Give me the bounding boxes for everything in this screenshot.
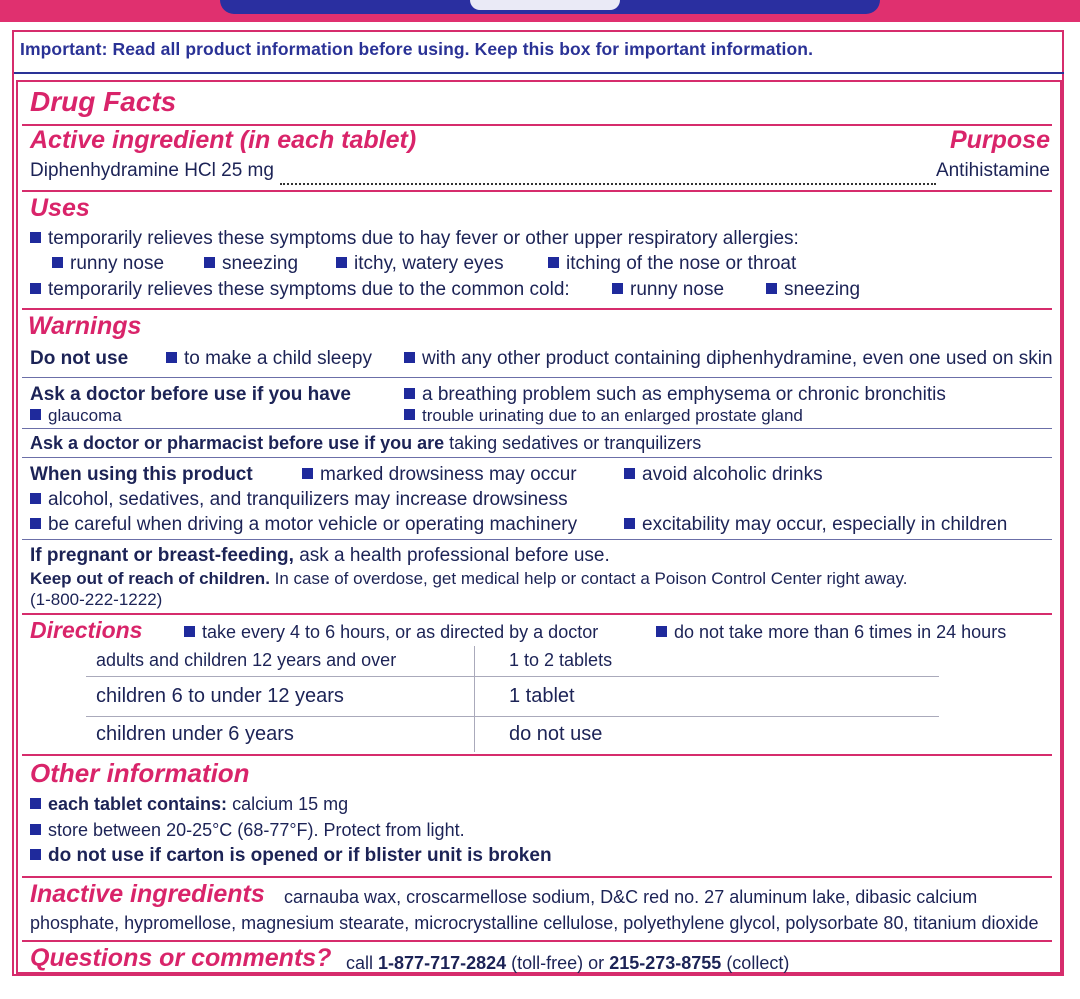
active-ingredient-heading: Active ingredient (in each tablet): [30, 126, 417, 154]
divider: [22, 190, 1052, 192]
other-info-item: store between 20-25°C (68-77°F). Protect from light.: [30, 820, 465, 841]
uses-heading: Uses: [30, 194, 90, 222]
divider: [22, 613, 1052, 615]
uses-line-1: temporarily relieves these symptoms due to hay fever or other upper respiratory allergies:: [30, 228, 799, 250]
poison-control-phone: (1-800-222-1222): [30, 590, 163, 609]
dosage-table: [86, 646, 939, 752]
dosage-amount: do not use: [475, 716, 940, 752]
warning-item: avoid alcoholic drinks: [624, 464, 823, 486]
warning-item: alcohol, sedatives, and tranquilizers may increase drowsiness: [30, 489, 568, 511]
dosage-amount: 1 tablet: [475, 676, 940, 716]
directions-item: take every 4 to 6 hours, or as directed by a doctor: [184, 622, 598, 643]
table-row: [86, 716, 939, 752]
warning-item: to make a child sleepy: [166, 348, 372, 370]
collect-number[interactable]: 215-273-8755: [609, 953, 722, 973]
purpose-heading: Purpose: [949, 126, 1050, 154]
uses-sub-item: sneezing: [766, 279, 860, 301]
divider: [22, 308, 1052, 310]
other-info-item: do not use if carton is opened or if blister unit is broken: [30, 845, 552, 867]
questions-contact: call 1-877-717-2824 (toll-free) or 215-273-8755 (collect): [346, 953, 790, 973]
inactive-ingredients-line-2: phosphate, hypromellose, magnesium stearate, microcrystalline cellulose, polyethylene glycol, polysorbate 80, titanium dioxide: [30, 913, 1039, 933]
questions-heading: Questions or comments?: [30, 944, 332, 972]
warning-item: excitability may occur, especially in children: [624, 514, 1007, 536]
divider: [22, 754, 1052, 756]
keep-out-warning: Keep out of reach of children. In case of overdose, get medical help or contact a Poison Control Center right away.: [30, 569, 908, 588]
dosage-amount: 1 to 2 tablets: [475, 646, 940, 676]
warning-item: trouble urinating due to an enlarged prostate gland: [404, 406, 803, 426]
warning-item: be careful when driving a motor vehicle or operating machinery: [30, 514, 577, 536]
drug-facts-title: Drug Facts: [30, 86, 177, 117]
warning-item: with any other product containing diphenhydramine, even one used on skin: [404, 348, 1053, 370]
directions-item: do not take more than 6 times in 24 hours: [656, 622, 1006, 643]
directions-heading: Directions: [30, 617, 143, 643]
warning-item: marked drowsiness may occur: [302, 464, 577, 486]
active-ingredient: Diphenhydramine HCl 25 mg: [30, 160, 274, 181]
divider: [22, 428, 1052, 429]
divider: [22, 377, 1052, 378]
inactive-ingredients-heading: Inactive ingredients: [30, 880, 265, 908]
uses-line-2: temporarily relieves these symptoms due to the common cold:: [30, 279, 570, 301]
warning-item: a breathing problem such as emphysema or chronic bronchitis: [404, 384, 946, 406]
uses-sub-item: runny nose: [612, 279, 724, 301]
dosage-who: adults and children 12 years and over: [86, 646, 475, 676]
other-info-heading: Other information: [30, 758, 250, 788]
dosage-who: children 6 to under 12 years: [86, 676, 475, 716]
purpose-value: Antihistamine: [935, 160, 1050, 181]
dot-leader: [280, 177, 936, 185]
carton-top-band: [0, 0, 1080, 22]
table-row: [86, 676, 939, 716]
warnings-heading: Warnings: [28, 312, 142, 340]
divider: [22, 539, 1052, 540]
tollfree-number[interactable]: 1-877-717-2824: [378, 953, 507, 973]
when-using-label: When using this product: [30, 464, 253, 485]
uses-sub-item: runny nose: [52, 253, 164, 275]
do-not-use-label: Do not use: [30, 348, 129, 369]
ask-pharmacist: Ask a doctor or pharmacist before use if you are taking sedatives or tranquilizers: [30, 433, 702, 453]
uses-sub-item: itching of the nose or throat: [548, 253, 796, 275]
warning-item: glaucoma: [30, 406, 122, 426]
divider: [22, 940, 1052, 942]
other-info-item: each tablet contains: calcium 15 mg: [30, 794, 348, 815]
pregnant-warning: If pregnant or breast-feeding, ask a health professional before use.: [30, 545, 610, 566]
divider: [22, 876, 1052, 878]
ask-doctor-label: Ask a doctor before use if you have: [30, 384, 351, 405]
uses-sub-item: sneezing: [204, 253, 298, 275]
inactive-ingredients-line-1: carnauba wax, croscarmellose sodium, D&C red no. 27 aluminum lake, dibasic calcium: [284, 887, 978, 907]
divider: [22, 457, 1052, 458]
dosage-who: children under 6 years: [96, 722, 294, 745]
important-notice: Important: Read all product information before using. Keep this box for important information.: [14, 34, 1064, 74]
table-row: [86, 646, 939, 676]
uses-sub-item: itchy, watery eyes: [336, 253, 504, 275]
